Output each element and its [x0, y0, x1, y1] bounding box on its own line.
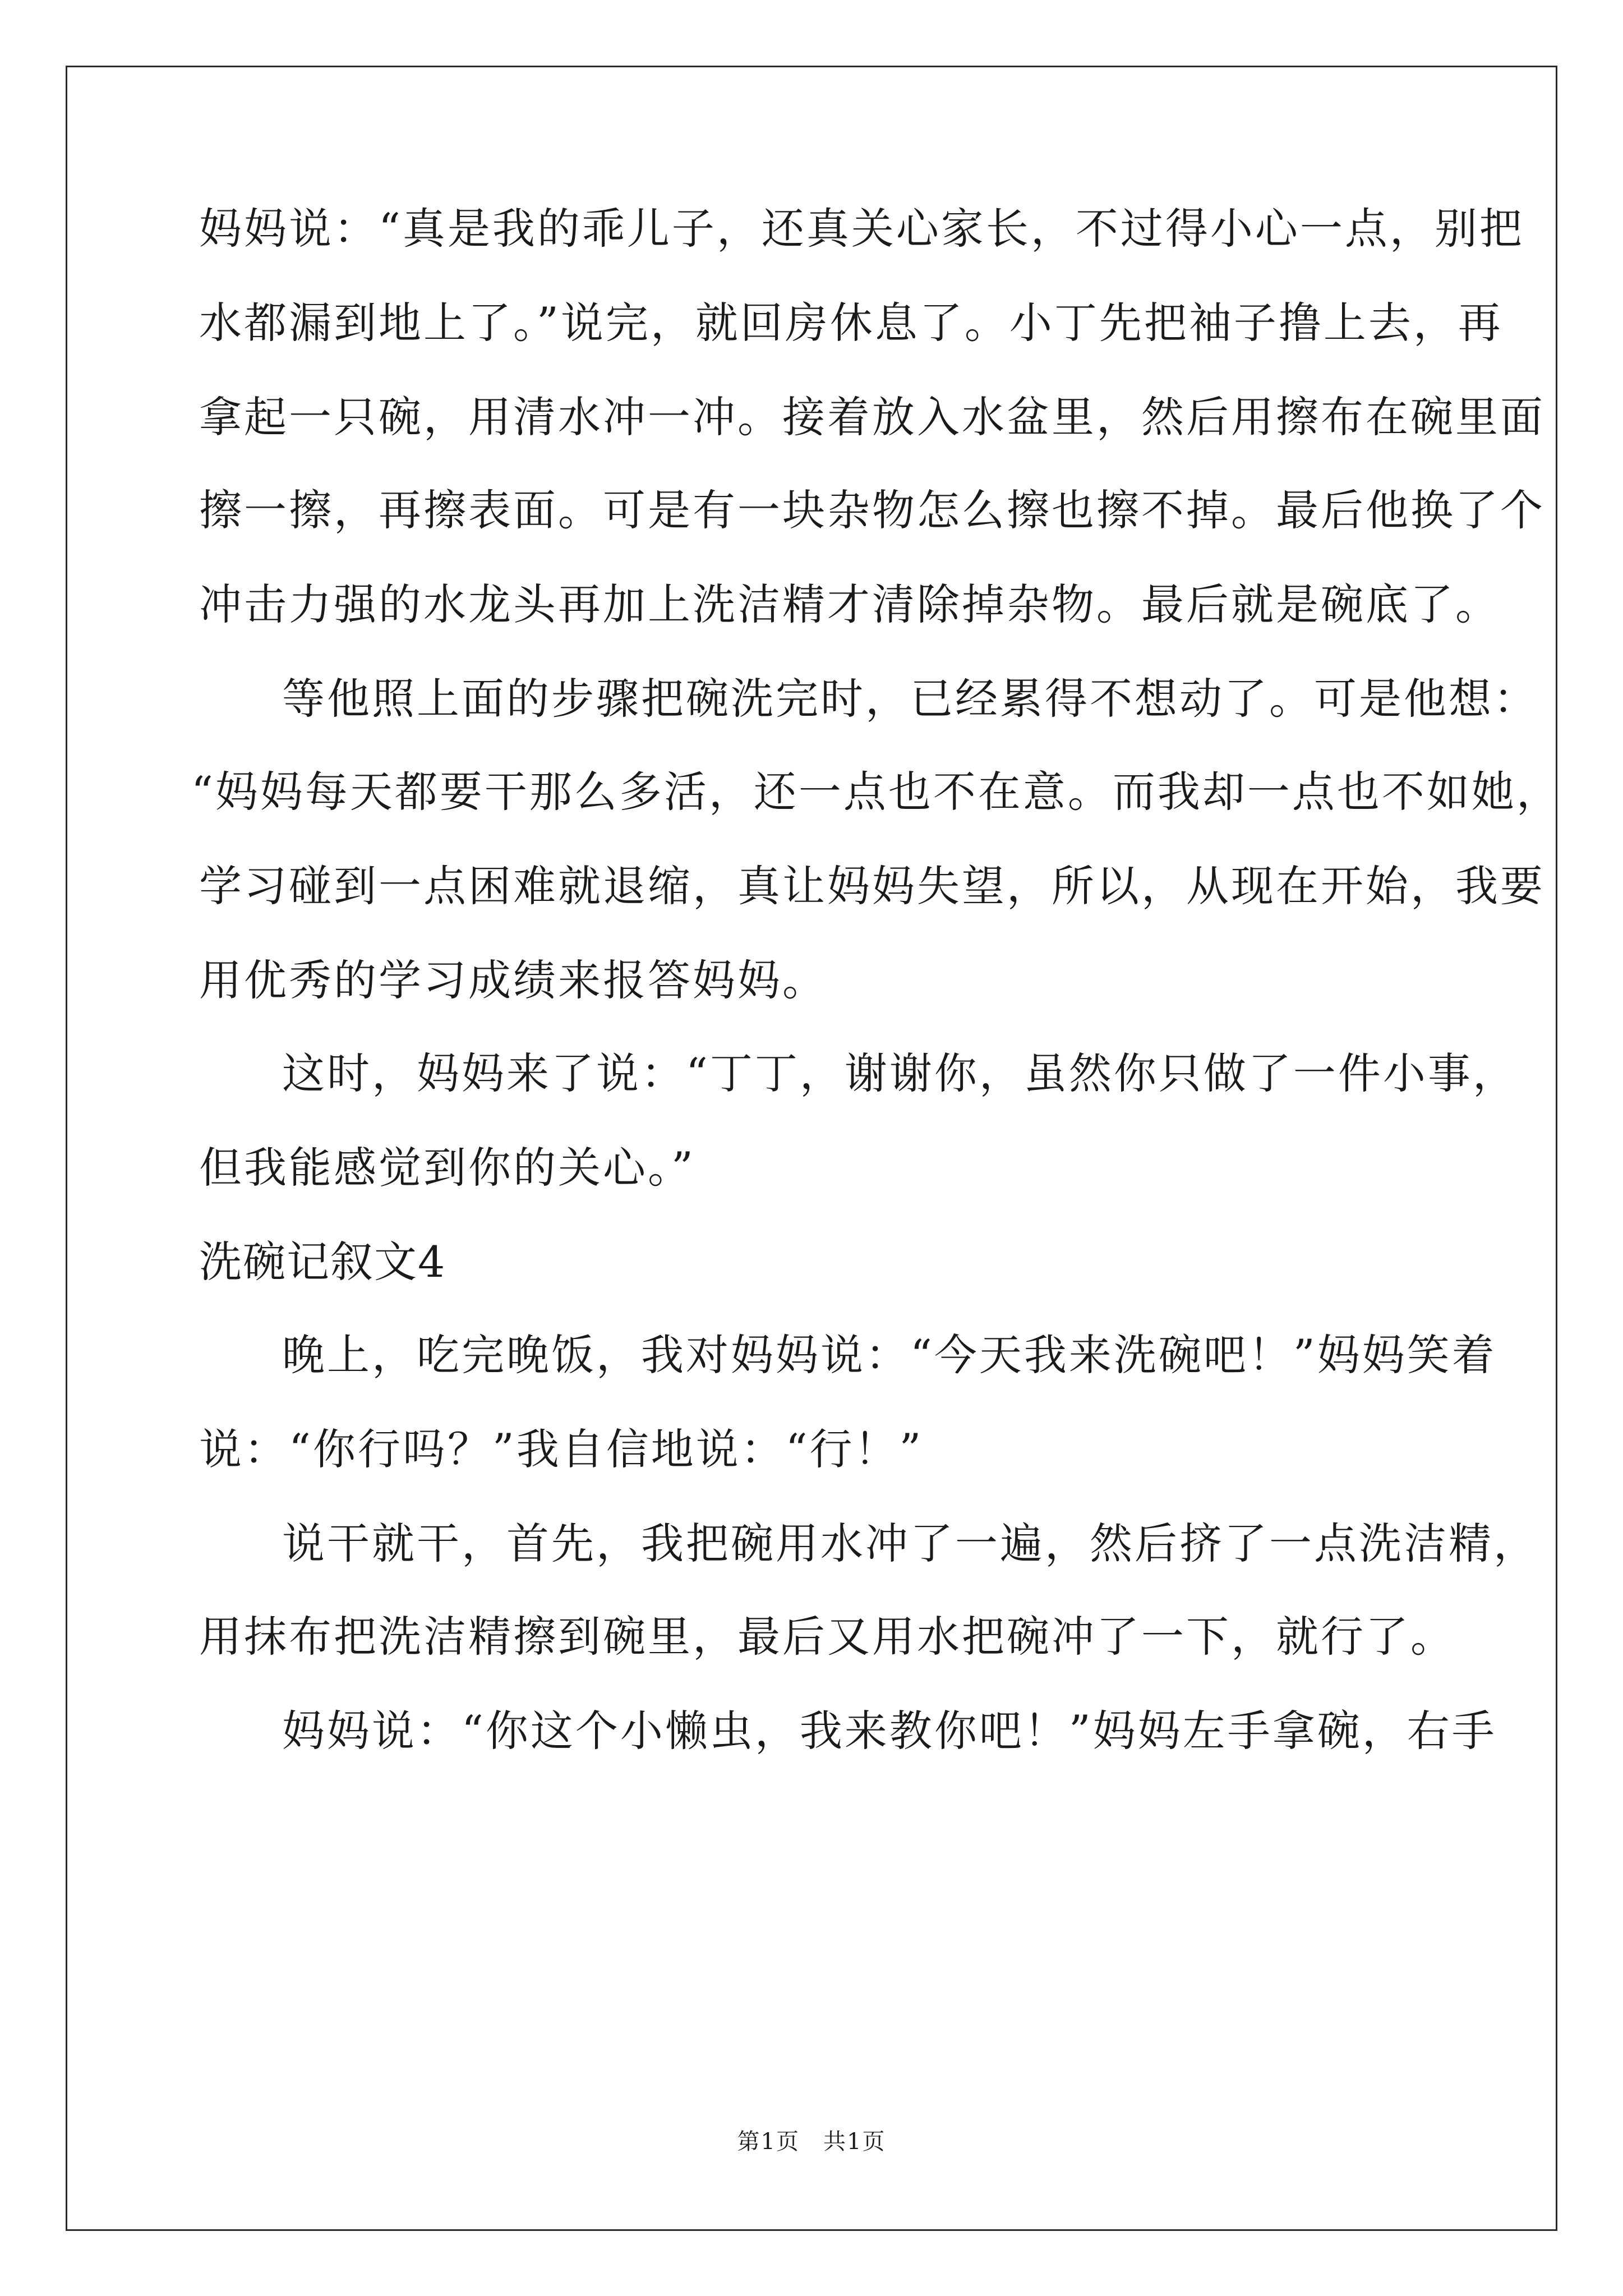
paragraph-first-line: 等他照上面的步骤把碗洗完时，已经累得不想动了。可是他想： [282, 674, 1538, 724]
page-number-footer: 第1页 共1页 [737, 2129, 886, 2155]
text-line: 用抹布把洗洁精擦到碗里，最后又用水把碗冲了一下，就行了。 [199, 1612, 1455, 1662]
paragraph-first-line: 说干就干，首先，我把碗用水冲了一遍，然后挤了一点洗洁精， [282, 1519, 1538, 1568]
text-line: 拿起一只碗，用清水冲一冲。接着放入水盆里，然后用擦布在碗里面 [199, 392, 1545, 442]
text-line: 擦一擦，再擦表面。可是有一块杂物怎么擦也擦不掉。最后他换了个 [199, 485, 1545, 535]
text-line: 学习碰到一点困难就退缩，真让妈妈失望，所以，从现在开始，我要 [199, 861, 1545, 911]
section-heading: 洗碗记叙文4 [199, 1237, 446, 1287]
text-line: 用优秀的学习成绩来报答妈妈。 [199, 955, 827, 1005]
paragraph-first-line: 这时，妈妈来了说：“丁丁，谢谢你，虽然你只做了一件小事， [282, 1048, 1518, 1098]
text-line: “妈妈每天都要干那么多活，还一点也不在意。而我却一点也不如她， [191, 767, 1561, 817]
text-line: 妈妈说：“真是我的乖儿子，还真关心家长，不过得小心一点，别把 [199, 204, 1524, 254]
paragraph-first-line: 妈妈说：“你这个小懒虫，我来教你吧！”妈妈左手拿碗，右手 [282, 1706, 1497, 1756]
text-line: 但我能感觉到你的关心。” [199, 1143, 695, 1193]
text-line: 说：“你行吗？”我自信地说：“行！” [199, 1424, 924, 1474]
text-line: 水都漏到地上了。”说完，就回房休息了。小丁先把袖子撸上去，再 [199, 298, 1503, 348]
paragraph-first-line: 晚上，吃完晚饭，我对妈妈说：“今天我来洗碗吧！”妈妈笑着 [282, 1330, 1497, 1380]
text-line: 冲击力强的水龙头再加上洗洁精才清除掉杂物。最后就是碗底了。 [199, 579, 1500, 629]
